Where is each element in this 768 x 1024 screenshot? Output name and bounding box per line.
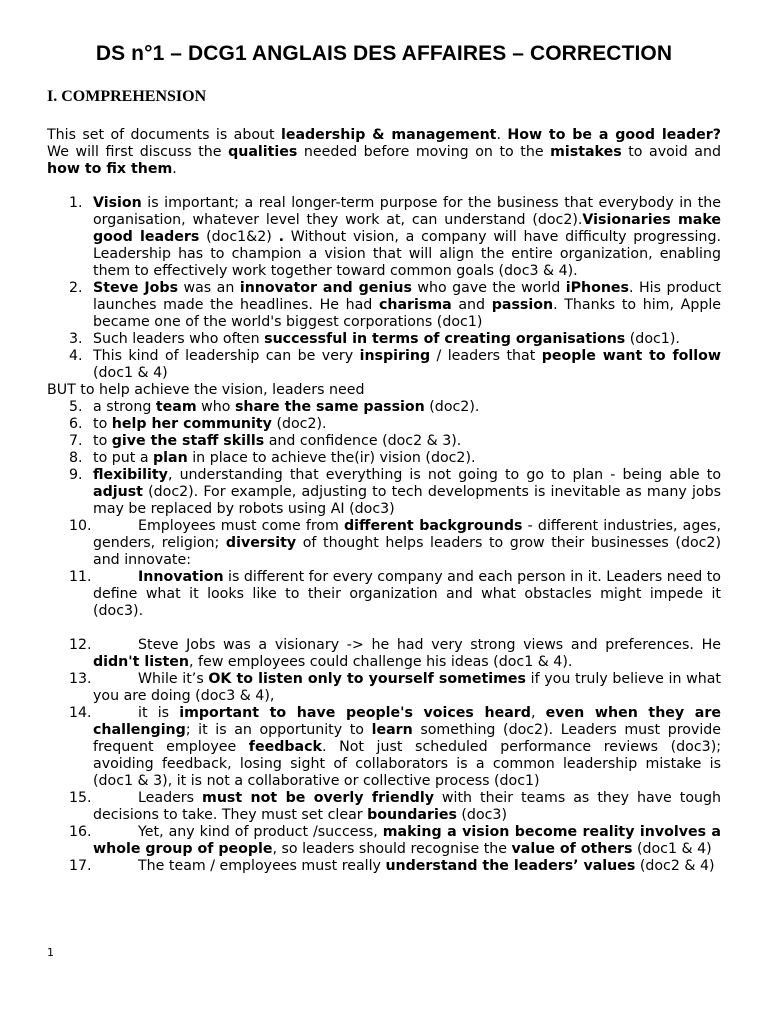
list-item-text [93,433,461,449]
bold-text: innovator and genius [239,280,412,296]
text-run: (doc1). [625,331,680,347]
text-run: to [93,433,112,449]
bold-text: boundaries [367,807,457,823]
text-run: who [196,399,235,415]
list-item [47,416,721,433]
list-item-number: 2. [69,280,83,296]
list-item-number: 3. [69,331,83,347]
text-run: who gave the world [411,280,566,296]
bold-text: feedback [248,739,322,755]
text-run: . His product launches made the headlines. He had [93,280,722,313]
list-item-number: 5. [69,399,83,415]
text-run: Leaders [138,790,203,806]
text-run: ; it is an opportunity to [185,722,372,738]
bold-text: didn't listen [93,654,190,670]
list-item [47,824,721,858]
list-spacer [47,620,721,637]
text-run: (doc1 & 4) [93,365,168,381]
list-item-number: 9. [69,467,83,483]
list-item-number: 10. [69,518,92,534]
text-run: in place to achieve the(ir) vision (doc2). [187,450,476,466]
text-run: is different for every company and each person in it. Leaders need to define what it looks like to their organization and what obstacles might impede it (doc3). [93,569,721,619]
list-item-number: 12. [69,637,92,653]
bold-text: help her community [111,416,272,432]
list-item [47,195,721,280]
list-item-text [93,671,721,704]
bold-text: must not be overly friendly [202,790,434,806]
text-run: to avoid and [621,144,722,160]
list-group-needs [47,399,721,518]
list-item [47,433,721,450]
text-run: (doc2). [271,416,327,432]
list-item-number: 11. [69,569,92,585]
text-run: , so leaders should recognise the [272,841,512,857]
text-run: . Not just scheduled performance reviews (doc3); avoiding feedback, losing sight of collaborators is a common leadership mistake is (doc1 & 3), it is not a collaborative or collective process (doc1) [93,739,722,789]
list-item-text [93,824,721,857]
list-group-qualities [47,195,721,382]
page-title: DS n°1 – DCG1 ANGLAIS DES AFFAIRES – CORRECTION [95,42,673,65]
text-run: it is [138,705,180,721]
list-item-number: 14. [69,705,92,721]
text-run: Yet, any kind of product /success, [138,824,383,840]
bold-text: even when they are challenging [93,705,721,738]
list-item-number: 15. [69,790,92,806]
text-run: a strong [93,399,156,415]
section-heading: I. COMPREHENSION [47,88,207,105]
text-run: was an [178,280,240,296]
list-item [47,518,721,569]
bold-text: leadership & management [280,127,497,143]
bold-text: successful in terms of creating organisations [264,331,626,347]
text-run: , understanding that everything is not going to go to plan - being able to [167,467,721,483]
list-item-number: 17. [69,858,92,874]
list-item [47,790,721,824]
list-item [47,858,721,875]
list-item-text [93,280,721,330]
text-run: , [530,705,546,721]
text-run: is important; a real longer-term purpose for the business that everybody in the organisation, whatever level they work at, can understand (doc2). [93,195,721,228]
list-item-number: 8. [69,450,83,466]
text-run: . Thanks to him, Apple became one of the world's biggest corporations (doc1) [93,297,722,330]
bold-text: mistakes [550,144,622,160]
list-group-diversity [47,518,721,620]
list-item [47,569,721,620]
list-item [47,467,721,518]
bold-text: qualities [228,144,298,160]
list-item-text [93,467,721,517]
list-item-text [93,348,721,381]
text-run: Employees must come from [138,518,344,534]
list-item-text [93,858,715,874]
list-item-text [93,637,721,670]
bold-text: Visionaries make good leaders [93,212,721,245]
list-item-number: 1. [69,195,83,211]
text-run: The team / employees must really [138,858,386,874]
text-run: While it’s [138,671,209,687]
answer-list [47,195,721,875]
bold-text: team [155,399,197,415]
bold-text: How to be a good leader? [507,127,721,143]
bold-text: value of others [511,841,633,857]
bold-text: learn [371,722,413,738]
bold-text: . [278,229,284,245]
list-item-number: 4. [69,348,83,364]
list-item-number: 13. [69,671,92,687]
list-item-text [93,331,680,347]
text-run: if you truly believe in what you are doing (doc3 & 4), [93,671,721,704]
page-number: 1 [47,946,54,959]
list-item-text [93,790,721,823]
bold-text: inspiring [359,348,431,364]
bold-text: plan [153,450,188,466]
bold-text: important to have people's voices heard [179,705,531,721]
text-run: and [451,297,492,313]
text-run: Without vision, a company will have difficulty progressing. Leadership has to champion a vision that will align the entire organization, enabling them to effectively work together toward common goals (doc3 & 4). [93,229,721,279]
list-item-number: 16. [69,824,92,840]
list-item-text [93,569,721,619]
list-item [47,348,721,382]
list-item-text [93,705,721,789]
bold-text: making a vision become reality involves a whole group of people [93,824,722,857]
list-item-number: 6. [69,416,83,432]
text-run: (doc2). For example, adjusting to tech developments is inevitable as many jobs may be replaced by robots using AI (doc3) [93,484,721,517]
list-item [47,331,721,348]
bold-text: how to fix them [47,161,173,177]
list-item [47,671,721,705]
list-item-text [93,518,721,568]
list-item [47,450,721,467]
text-run: . [172,161,177,177]
list-item-text [93,399,479,415]
list-item-number: 7. [69,433,83,449]
bold-text: Steve Jobs [93,280,179,296]
bold-text: flexibility [93,467,168,483]
list-item [47,705,721,790]
bold-text: passion [491,297,554,313]
text-run: Such leaders who often [93,331,265,347]
text-run: (doc2). [424,399,480,415]
text-run: (doc2 & 4) [635,858,715,874]
text-run: This kind of leadership can be very [93,348,360,364]
text-run: This set of documents is about [47,127,281,143]
text-run: (doc1 & 4) [632,841,712,857]
bold-text: charisma [378,297,452,313]
text-run: of thought helps leaders to grow their businesses (doc2) and innovate: [93,535,721,568]
bold-text: OK to listen only to yourself sometimes [208,671,526,687]
text-run: with their teams as they have tough decisions to take. They must set clear [93,790,722,823]
text-run: , few employees could challenge his ideas (doc1 & 4). [189,654,573,670]
list-item [47,399,721,416]
list-item [47,637,721,671]
bold-text: adjust [93,484,143,500]
text-run: something (doc2). Leaders must provide frequent employee [93,722,721,755]
transition-text: BUT to help achieve the vision, leaders need [47,382,365,398]
text-run: - different industries, ages, genders, religion; [93,518,721,551]
list-item-text [93,416,327,432]
bold-text: Vision [93,195,142,211]
list-item-text [93,450,476,466]
bold-text: understand the leaders’ values [385,858,636,874]
intro-paragraph [47,127,721,178]
bold-text: iPhones [565,280,629,296]
text-run: / leaders that [430,348,542,364]
list-item-text [93,195,721,279]
text-run: to put a [93,450,154,466]
text-run: We will first discuss the [47,144,229,160]
bold-text: give the staff skills [111,433,265,449]
bold-text: different backgrounds [344,518,523,534]
bold-text: Innovation [138,569,224,585]
text-run: needed before moving on to the [297,144,551,160]
text-run: . [496,127,508,143]
bold-text: people want to follow [541,348,721,364]
text-run: (doc3) [456,807,507,823]
text-run: to [93,416,112,432]
bold-text: share the same passion [234,399,425,415]
text-run: and confidence (doc2 & 3). [264,433,462,449]
bold-text: diversity [225,535,297,551]
list-group-mistakes [47,637,721,875]
text-run: Steve Jobs was a visionary -> he had very strong views and preferences. He [138,637,721,653]
list-item [47,280,721,331]
text-run: (doc1&2) [199,229,279,245]
